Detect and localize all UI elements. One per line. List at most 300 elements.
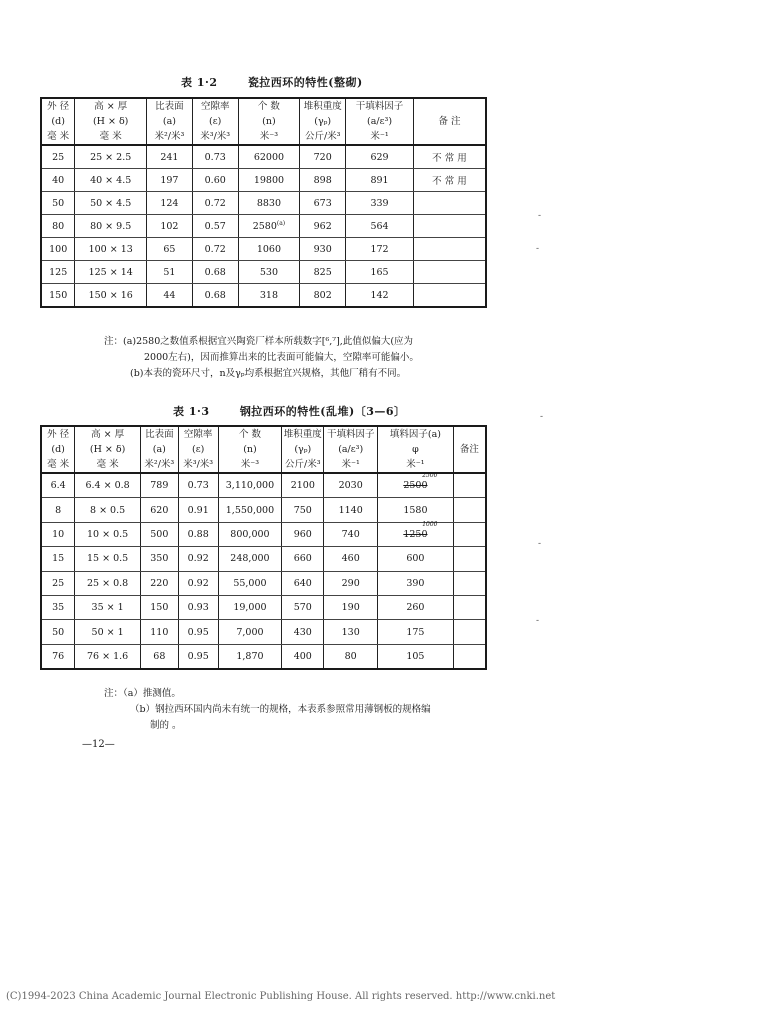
cell-dry-factor-value: 1140	[338, 504, 363, 516]
header-line: 米⁻¹	[370, 131, 389, 142]
table1-notes	[104, 334, 419, 382]
cell-count-value: 530	[259, 266, 278, 278]
header-line: 高 × 厚	[94, 101, 128, 112]
cell-size	[75, 473, 141, 498]
cell-voidage	[178, 547, 218, 571]
header-line: (n)	[243, 444, 257, 455]
cell-count	[218, 595, 282, 619]
cell-size	[75, 620, 141, 644]
cell-surface	[140, 522, 178, 546]
cell-size-value: 35 × 1	[91, 602, 124, 614]
cell-density-value: 802	[313, 289, 332, 301]
header-line: φ	[412, 444, 419, 455]
header-line: 高 × 厚	[91, 429, 125, 440]
scan-mark: -	[538, 211, 542, 221]
cell-count-value: 3,110,000	[225, 480, 275, 492]
cell-remark	[413, 145, 486, 169]
cell-count	[218, 644, 282, 669]
column-header	[282, 426, 324, 473]
cell-count	[238, 215, 300, 238]
column-header	[453, 426, 486, 473]
table2-body	[41, 473, 486, 669]
cell-dry-factor-value: 2030	[338, 480, 363, 492]
table1-header-row	[41, 98, 486, 145]
cell-count-value: 8830	[256, 197, 282, 209]
header-line: (a)	[162, 116, 176, 127]
cell-remark	[413, 169, 486, 192]
cell-dry-factor	[346, 145, 414, 169]
cell-diameter	[41, 522, 75, 546]
cell-diameter	[41, 192, 75, 215]
cell-size-value: 10 × 0.5	[87, 528, 129, 540]
cell-voidage-value: 0.92	[187, 553, 209, 565]
cell-packing-factor	[378, 644, 454, 669]
cell-remark	[453, 498, 486, 522]
cell-count-value: 7,000	[236, 626, 264, 638]
header-line: (a)	[152, 444, 166, 455]
cell-density-value: 640	[293, 577, 312, 589]
packing-factor-number: 260	[406, 602, 425, 614]
cell-surface-value: 150	[150, 602, 169, 614]
table2-note-line: 制的 。	[150, 720, 182, 731]
cell-voidage	[178, 522, 218, 546]
cell-surface	[140, 595, 178, 619]
cell-diameter-value: 76	[52, 650, 65, 662]
header-line: 填料因子(a)	[389, 429, 441, 440]
cell-diameter-value: 35	[52, 602, 65, 614]
table2-notes	[104, 686, 431, 734]
cell-packing-factor	[378, 547, 454, 571]
table-row	[41, 284, 486, 308]
cell-dry-factor	[324, 498, 378, 522]
header-line: (a/ε³)	[338, 444, 364, 455]
cell-surface-value: 68	[153, 650, 166, 662]
cell-remark	[453, 595, 486, 619]
header-line: 空隙率	[183, 429, 213, 440]
cell-diameter	[41, 644, 75, 669]
cell-surface-value: 220	[150, 577, 169, 589]
cell-diameter-value: 50	[52, 197, 65, 209]
cell-count	[218, 620, 282, 644]
table-row	[41, 547, 486, 571]
cell-dry-factor-value: 190	[341, 602, 360, 614]
cell-remark	[453, 473, 486, 498]
cell-dry-factor-value: 629	[370, 151, 389, 163]
cell-diameter-value: 150	[49, 289, 68, 301]
table1-body	[41, 145, 486, 307]
header-line: 毫 米	[47, 459, 70, 470]
cell-surface-value: 44	[163, 289, 176, 301]
table-row	[41, 145, 486, 169]
packing-factor-number: 1580	[403, 504, 428, 516]
column-header	[41, 98, 75, 145]
cell-diameter-value: 100	[49, 243, 68, 255]
cell-size	[75, 145, 147, 169]
cell-size-value: 25 × 2.5	[90, 151, 132, 163]
packing-factor-value	[406, 627, 424, 638]
cell-count-value: 19800	[253, 174, 285, 186]
packing-factor-number: 2500	[403, 480, 428, 492]
cell-voidage	[178, 620, 218, 644]
cell-surface-value: 124	[160, 197, 179, 209]
cell-dry-factor-value: 460	[341, 553, 360, 565]
cell-packing-factor	[378, 595, 454, 619]
cell-voidage	[178, 571, 218, 595]
cell-surface	[140, 473, 178, 498]
table1-caption	[181, 74, 363, 90]
cell-packing-factor	[378, 571, 454, 595]
packing-factor-value	[403, 472, 438, 492]
header-line: 米³/米³	[183, 459, 214, 470]
table1-caption-number: 表 1·2	[181, 76, 218, 89]
header-line: (a/ε³)	[367, 116, 393, 127]
header-line: 公斤/米³	[304, 131, 341, 142]
copyright-footer: (C)1994-2023 China Academic Journal Electronic Publishing House. All rights reserved. http://www.cnki.net	[6, 991, 556, 1002]
cell-dry-factor	[346, 192, 414, 215]
header-line: 个 数	[238, 429, 261, 440]
header-line: 米²/米³	[154, 131, 185, 142]
cell-voidage-value: 0.93	[187, 602, 209, 614]
cell-voidage-value: 0.95	[187, 650, 209, 662]
column-header	[140, 426, 178, 473]
column-header	[75, 98, 147, 145]
cell-diameter	[41, 595, 75, 619]
cell-diameter	[41, 620, 75, 644]
cell-packing-factor	[378, 522, 454, 546]
cell-density-value: 673	[313, 197, 332, 209]
cell-count-value: 55,000	[233, 577, 267, 589]
column-header	[324, 426, 378, 473]
cell-size	[75, 522, 141, 546]
packing-factor-value	[406, 651, 424, 662]
cell-diameter-value: 80	[52, 220, 65, 232]
cell-diameter	[41, 215, 75, 238]
cell-count	[238, 284, 300, 308]
cell-diameter	[41, 238, 75, 261]
cell-density	[282, 571, 324, 595]
cell-dry-factor	[324, 522, 378, 546]
cell-voidage-value: 0.57	[204, 220, 226, 232]
table-row	[41, 169, 486, 192]
cell-count	[238, 261, 300, 284]
cell-count	[218, 498, 282, 522]
cell-count	[238, 169, 300, 192]
page-number: —12—	[82, 739, 115, 750]
cell-density-value: 400	[293, 650, 312, 662]
table2	[40, 425, 487, 670]
handwritten-correction: 1000	[422, 520, 438, 528]
cell-dry-factor	[346, 169, 414, 192]
cell-size	[75, 261, 147, 284]
cell-voidage	[192, 215, 238, 238]
table1-caption-title: 瓷拉西环的特性(整砌)	[247, 76, 363, 89]
table-row	[41, 238, 486, 261]
cell-diameter	[41, 547, 75, 571]
cell-surface-value: 51	[163, 266, 176, 278]
cell-density	[282, 644, 324, 669]
cell-remark	[413, 284, 486, 308]
header-line: (ε)	[192, 444, 205, 455]
cell-voidage-value: 0.72	[204, 197, 226, 209]
cell-dry-factor	[324, 595, 378, 619]
cell-count-value: 248,000	[230, 553, 270, 565]
table-row	[41, 215, 486, 238]
cell-density	[300, 192, 346, 215]
cell-density-value: 898	[313, 174, 332, 186]
cell-density	[282, 547, 324, 571]
cell-density-value: 660	[293, 553, 312, 565]
cell-size	[75, 571, 141, 595]
cell-diameter	[41, 284, 75, 308]
table1-note-line: 2000左右)，因而推算出来的比表面可能偏大，空隙率可能偏小。	[144, 352, 419, 363]
table2-header-row	[41, 426, 486, 473]
cell-diameter-value: 40	[52, 174, 65, 186]
cell-size-value: 100 × 13	[88, 243, 133, 255]
cell-remark	[453, 522, 486, 546]
cell-density	[300, 284, 346, 308]
table2-note-line: 注：（a）推测值。	[104, 688, 181, 699]
header-line: 米⁻³	[259, 131, 279, 142]
header-line: 毫 米	[96, 459, 119, 470]
cell-voidage	[192, 238, 238, 261]
header-line: (d)	[51, 116, 65, 127]
header-line: 公斤/米³	[285, 459, 321, 470]
handwritten-correction: 2500	[422, 472, 438, 480]
header-line: 米³/米³	[200, 131, 231, 142]
cell-size-value: 125 × 14	[88, 266, 133, 278]
cell-count	[218, 473, 282, 498]
cell-remark-value: 不 常 用	[432, 176, 467, 187]
cell-count	[218, 522, 282, 546]
cell-size-value: 6.4 × 0.8	[85, 480, 130, 492]
header-line: 堆积重度	[283, 429, 322, 440]
table-row	[41, 595, 486, 619]
cell-size-value: 150 × 16	[88, 289, 133, 301]
cell-size	[75, 238, 147, 261]
cell-dry-factor	[324, 571, 378, 595]
cell-surface	[140, 498, 178, 522]
cell-surface-value: 65	[163, 243, 176, 255]
cell-surface	[140, 571, 178, 595]
cell-diameter	[41, 169, 75, 192]
column-header	[178, 426, 218, 473]
packing-factor-number: 390	[406, 577, 425, 589]
column-header	[147, 98, 193, 145]
cell-density	[282, 522, 324, 546]
cell-size-value: 15 × 0.5	[87, 553, 129, 565]
cell-dry-factor	[324, 547, 378, 571]
cell-voidage-value: 0.68	[204, 266, 226, 278]
cell-diameter-value: 125	[49, 266, 68, 278]
header-line: 备 注	[438, 116, 461, 127]
column-header	[41, 426, 75, 473]
cell-packing-factor	[378, 620, 454, 644]
scan-mark: -	[536, 244, 540, 254]
table-row	[41, 261, 486, 284]
cell-voidage-value: 0.73	[204, 151, 226, 163]
cell-size	[75, 595, 141, 619]
header-line: 米⁻³	[240, 459, 260, 470]
cell-size-value: 50 × 1	[91, 626, 124, 638]
cell-voidage-value: 0.91	[187, 504, 209, 516]
cell-dry-factor-value: 130	[341, 626, 360, 638]
column-header	[378, 426, 454, 473]
cell-surface-value: 620	[150, 504, 169, 516]
cell-voidage	[178, 644, 218, 669]
cell-size	[75, 498, 141, 522]
table-row	[41, 192, 486, 215]
cell-surface	[147, 284, 193, 308]
table-row	[41, 620, 486, 644]
cell-dry-factor	[324, 620, 378, 644]
cell-surface-value: 102	[160, 220, 179, 232]
header-line: (H × δ)	[92, 116, 129, 127]
cell-count-value: 318	[259, 289, 278, 301]
header-line: 毫 米	[99, 131, 122, 142]
header-line: 比表面	[145, 429, 174, 440]
cell-density	[282, 620, 324, 644]
cell-surface-value: 789	[150, 480, 169, 492]
header-line: 个 数	[257, 101, 280, 112]
cell-diameter-value: 8	[55, 504, 62, 516]
cell-count-value: 19,000	[233, 602, 267, 614]
cell-dry-factor-value: 80	[344, 650, 357, 662]
cell-voidage	[178, 498, 218, 522]
cell-surface	[147, 145, 193, 169]
cell-dry-factor	[324, 473, 378, 498]
cell-size-value: 40 × 4.5	[90, 174, 132, 186]
cell-voidage-value: 0.95	[187, 626, 209, 638]
cell-count	[218, 571, 282, 595]
column-header	[192, 98, 238, 145]
cell-voidage-value: 0.92	[187, 577, 209, 589]
cell-dry-factor	[346, 261, 414, 284]
scan-mark: -	[538, 539, 542, 549]
cell-density-value: 930	[313, 243, 332, 255]
cell-count-value: 62000	[253, 151, 285, 163]
cell-diameter-value: 25	[52, 151, 65, 163]
cell-diameter	[41, 261, 75, 284]
cell-dry-factor-value: 891	[370, 174, 389, 186]
cell-diameter-value: 25	[52, 577, 65, 589]
cell-remark	[413, 261, 486, 284]
cell-dry-factor-value: 290	[341, 577, 360, 589]
cell-remark	[413, 238, 486, 261]
cell-surface	[140, 547, 178, 571]
cell-size	[75, 192, 147, 215]
table1-note-line: 注：(a)2580之数值系根据宜兴陶瓷厂样本所载数字[⁶,⁷],此值似偏大(应为	[104, 336, 414, 347]
cell-size	[75, 644, 141, 669]
packing-factor-number: 600	[406, 553, 425, 565]
packing-factor-number: 105	[406, 650, 425, 662]
cell-remark	[453, 547, 486, 571]
cell-density-value: 570	[293, 602, 312, 614]
cell-surface-value: 197	[160, 174, 179, 186]
cell-dry-factor-value: 339	[370, 197, 389, 209]
packing-factor-value	[403, 505, 427, 516]
column-header	[413, 98, 486, 145]
cell-size-value: 76 × 1.6	[87, 650, 129, 662]
cell-surface	[147, 238, 193, 261]
cell-diameter	[41, 571, 75, 595]
table-row	[41, 644, 486, 669]
cell-diameter-value: 50	[52, 626, 65, 638]
cell-surface-value: 110	[150, 626, 169, 638]
header-line: (H × δ)	[89, 444, 126, 455]
header-line: 毫 米	[47, 131, 70, 142]
table2-caption	[173, 403, 406, 419]
cell-density-value: 2100	[290, 480, 315, 492]
cell-count	[238, 238, 300, 261]
table2-caption-title: 钢拉西环的特性(乱堆)〔3—6〕	[239, 405, 406, 418]
cell-density	[300, 238, 346, 261]
header-line: 米²/米³	[144, 459, 175, 470]
cell-dry-factor	[324, 644, 378, 669]
cell-density-value: 720	[313, 151, 332, 163]
cell-remark	[453, 571, 486, 595]
cell-remark	[413, 192, 486, 215]
cell-density-value: 962	[313, 220, 332, 232]
cell-voidage-value: 0.60	[204, 174, 226, 186]
scan-mark: -	[536, 616, 540, 626]
cell-remark	[413, 215, 486, 238]
header-line: (d)	[51, 444, 65, 455]
cell-count	[238, 145, 300, 169]
header-line: 米⁻¹	[406, 459, 425, 470]
cell-density	[282, 595, 324, 619]
cell-surface-value: 500	[150, 528, 169, 540]
cell-count	[238, 192, 300, 215]
cell-size-value: 8 × 0.5	[90, 504, 126, 516]
column-header	[346, 98, 414, 145]
cell-diameter	[41, 473, 75, 498]
cell-voidage-value: 0.88	[187, 528, 209, 540]
cell-size-value: 25 × 0.8	[87, 577, 129, 589]
cell-count-value: 1060	[256, 243, 282, 255]
table2-caption-number: 表 1·3	[173, 405, 210, 418]
cell-density	[300, 261, 346, 284]
cell-count	[218, 547, 282, 571]
header-line: 外 径	[47, 429, 70, 440]
cell-dry-factor-value: 564	[370, 220, 389, 232]
cell-voidage	[192, 192, 238, 215]
cell-remark	[453, 644, 486, 669]
packing-factor-value	[406, 578, 424, 589]
cell-density	[300, 169, 346, 192]
cell-voidage-value: 0.73	[187, 480, 209, 492]
cell-voidage	[178, 473, 218, 498]
footnote-marker: (a)	[276, 219, 286, 227]
cell-size-value: 80 × 9.5	[90, 220, 132, 232]
cell-size	[75, 215, 147, 238]
cell-density-value: 825	[313, 266, 332, 278]
header-line: (ε)	[209, 116, 222, 127]
cell-surface	[147, 215, 193, 238]
cell-voidage	[192, 145, 238, 169]
cell-size	[75, 284, 147, 308]
cell-diameter-value: 15	[52, 553, 65, 565]
column-header	[238, 98, 300, 145]
cell-dry-factor	[346, 284, 414, 308]
header-line: 干填料因子	[326, 429, 375, 440]
header-line: (n)	[262, 116, 276, 127]
cell-remark-value: 不 常 用	[432, 153, 467, 164]
cell-dry-factor-value: 165	[370, 266, 389, 278]
cell-packing-factor	[378, 498, 454, 522]
table-row	[41, 473, 486, 498]
header-line: (γₚ)	[294, 444, 312, 455]
cell-count-value: 1,550,000	[225, 504, 275, 516]
